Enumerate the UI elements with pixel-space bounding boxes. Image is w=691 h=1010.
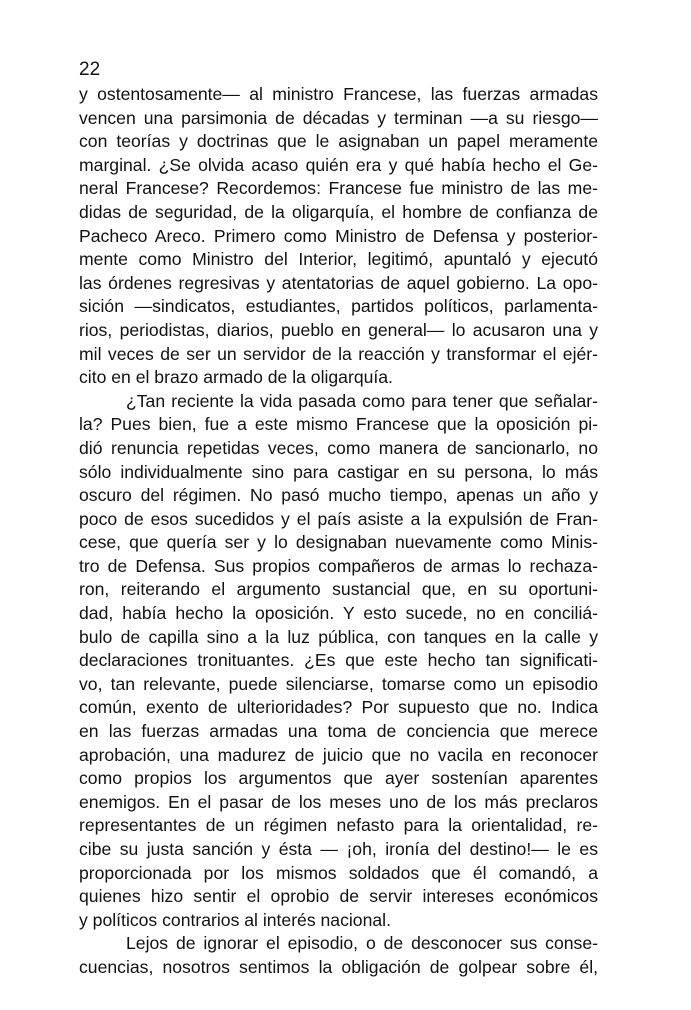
text-line: quienes hizo sentir el oprobio de servir intereses económicos <box>79 886 598 907</box>
body-text <box>79 83 598 980</box>
text-line: cuencias, nosotros sentimos la obligación de golpear sobre él, <box>79 956 598 977</box>
text-line: mente como Ministro del Interior, legitimó, apuntaló y ejecutó <box>79 249 598 270</box>
text-line: oscuro del régimen. No pasó mucho tiempo, apenas un año y <box>79 485 598 506</box>
text-line: marginal. ¿Se olvida acaso quién era y qué había hecho el Ge- <box>79 154 598 175</box>
text-line: mil veces de ser un servidor de la reacción y transformar el ejér- <box>79 343 598 364</box>
text-line: Lejos de ignorar el episodio, o de desconocer sus conse- <box>126 933 598 954</box>
text-line: ron, reiterando el argumento sustancial que, en su oportuni- <box>79 579 598 600</box>
paragraph-2 <box>79 390 598 933</box>
text-line: Pacheco Areco. Primero como Ministro de Defensa y posterior- <box>79 225 598 246</box>
text-line: dad, había hecho la oposición. Y esto sucede, no en conciliá- <box>79 603 598 624</box>
text-line: la? Pues bien, fue a este mismo Francese que la oposición pi- <box>79 414 598 435</box>
text-line: cito en el brazo armado de la oligarquía. <box>79 367 393 388</box>
text-line: las órdenes regresivas y atentatorias de aquel gobierno. La opo- <box>79 272 598 293</box>
text-line: y políticos contrarios al interés nacional. <box>79 909 391 930</box>
text-line: enemigos. En el pasar de los meses uno de los más preclaros <box>79 791 598 812</box>
text-line: proporcionada por los mismos soldados que él comandó, a <box>79 862 598 883</box>
text-line: con teorías y doctrinas que le asignaban un papel meramente <box>79 131 598 152</box>
text-line: común, exento de ulterioridades? Por supuesto que no. Indica <box>79 697 598 718</box>
text-line: dió renuncia repetidas veces, como manera de sancionarlo, no <box>79 437 598 458</box>
page-number: 22 <box>79 59 101 80</box>
text-line: bulo de capilla sino a la luz pública, con tanques en la calle y <box>79 626 598 647</box>
text-line: cibe su justa sanción y ésta — ¡oh, ironía del destino!— le es <box>79 839 598 859</box>
text-line: rios, periodistas, diarios, pueblo en general— lo acusaron una y <box>79 319 598 340</box>
text-line: ¿Tan reciente la vida pasada como para tener que señalar- <box>126 390 598 411</box>
text-line: sólo individualmente sino para castigar en su persona, lo más <box>79 461 598 482</box>
text-line: poco de esos sucedidos y el país asiste a la expulsión de Fran- <box>79 508 598 529</box>
text-line: sición —sindicatos, estudiantes, partidos políticos, parlamenta- <box>79 296 598 317</box>
text-line: vo, tan relevante, puede silenciarse, tomarse como un episodio <box>79 673 598 694</box>
text-line: didas de seguridad, de la oligarquía, el hombre de confianza de <box>79 201 598 222</box>
text-line: tro de Defensa. Sus propios compañeros de armas lo rechaza- <box>79 555 598 576</box>
text-line: declaraciones tronituantes. ¿Es que este hecho tan significati- <box>79 650 598 671</box>
text-line: vencen una parsimonia de décadas y terminan —a su riesgo— <box>79 107 598 128</box>
text-line: aprobación, una madurez de juicio que no vacila en reconocer <box>79 744 598 765</box>
paragraph-3 <box>79 932 598 979</box>
text-line: cese, que quería ser y lo designaban nuevamente como Minis- <box>79 532 598 553</box>
paragraph-1 <box>79 83 598 390</box>
text-line: neral Francese? Recordemos: Francese fue ministro de las me- <box>79 178 598 199</box>
text-line: y ostentosamente— al ministro Francese, las fuerzas armadas <box>79 84 598 104</box>
text-line: en las fuerzas armadas una toma de conciencia que merece <box>79 721 598 742</box>
text-line: representantes de un régimen nefasto para la orientalidad, re- <box>79 815 598 836</box>
text-line: como propios los argumentos que ayer sostenían aparentes <box>79 768 598 789</box>
